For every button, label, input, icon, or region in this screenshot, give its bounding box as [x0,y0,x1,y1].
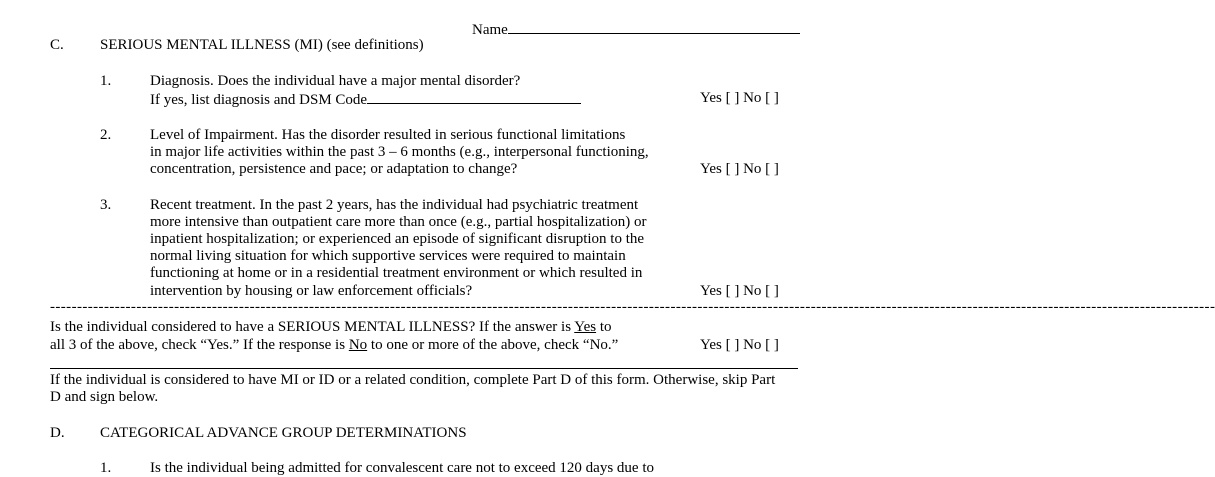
section-c-title: SERIOUS MENTAL ILLNESS (MI) (see definitions) [100,37,424,53]
item-2-line-2: in major life activities within the past 3 – 6 months (e.g., interpersonal functioning, [150,144,649,160]
note-line-2: D and sign below. [50,389,159,405]
item-3-answer[interactable]: Yes [ ] No [ ] [700,283,779,299]
item-2-line-1: Level of Impairment. Has the disorder resulted in serious functional limitations [150,127,626,143]
diagnosis-input-line[interactable] [367,90,581,104]
item-3-line-5: functioning at home or in a residential treatment environment or which resulted in [150,265,643,281]
item-1-answer[interactable]: Yes [ ] No [ ] [700,90,779,106]
summary-no-underlined: No [348,337,368,353]
summary-line-1-end: to [596,319,612,335]
section-d-title: CATEGORICAL ADVANCE GROUP DETERMINATIONS [100,425,467,441]
section-c-letter: C. [50,37,64,53]
item-1-line-2-text: If yes, list diagnosis and DSM Code [150,92,368,108]
section-d-item-1-text: Is the individual being admitted for convalescent care not to exceed 120 days due to [150,460,655,476]
section-d-item-1-number: 1. [100,460,112,476]
section-d-letter: D. [50,425,65,441]
summary-line-1-text: Is the individual considered to have a SERIOUS MENTAL ILLNESS? If the answer is [50,319,575,335]
item-3-number: 3. [100,197,112,213]
summary-line-2 [50,337,618,354]
summary-line-2-text: all 3 of the above, check “Yes.” If the response is [50,337,349,353]
item-2-answer[interactable]: Yes [ ] No [ ] [700,161,779,177]
item-1-number: 1. [100,73,112,89]
summary-line-1 [50,319,612,336]
item-1-line-1: Diagnosis. Does the individual have a major mental disorder? [150,73,521,89]
note-line-1: If the individual is considered to have MI or ID or a related condition, complete Part D of this form. Otherwise, skip Part [50,372,776,388]
item-2-line-3: concentration, persistence and pace; or adaptation to change? [150,161,518,177]
item-3-line-3: inpatient hospitalization; or experienced an episode of significant disruption to the [150,231,645,247]
summary-answer[interactable]: Yes [ ] No [ ] [700,337,779,353]
dashed-separator: ------------------------------------------------------------------------------------------------------------------------------------------------------------------------------------------------------------------------ [50,299,1215,315]
item-3-line-1: Recent treatment. In the past 2 years, has the individual had psychiatric treatment [150,197,639,213]
item-3-line-2: more intensive than outpatient care more than once (e.g., partial hospitalization) or [150,214,647,230]
item-1-line-2 [150,90,581,109]
horizontal-rule [50,368,798,369]
name-input-line[interactable] [508,20,800,34]
item-3-line-6: intervention by housing or law enforcement officials? [150,283,473,299]
summary-line-2-end: to one or more of the above, check “No.” [367,337,619,353]
item-2-number: 2. [100,127,112,143]
item-3-line-4: normal living situation for which supportive services were required to maintain [150,248,626,264]
name-field[interactable] [472,20,800,39]
name-label: Name [472,22,508,38]
summary-yes-underlined: Yes [574,319,597,335]
